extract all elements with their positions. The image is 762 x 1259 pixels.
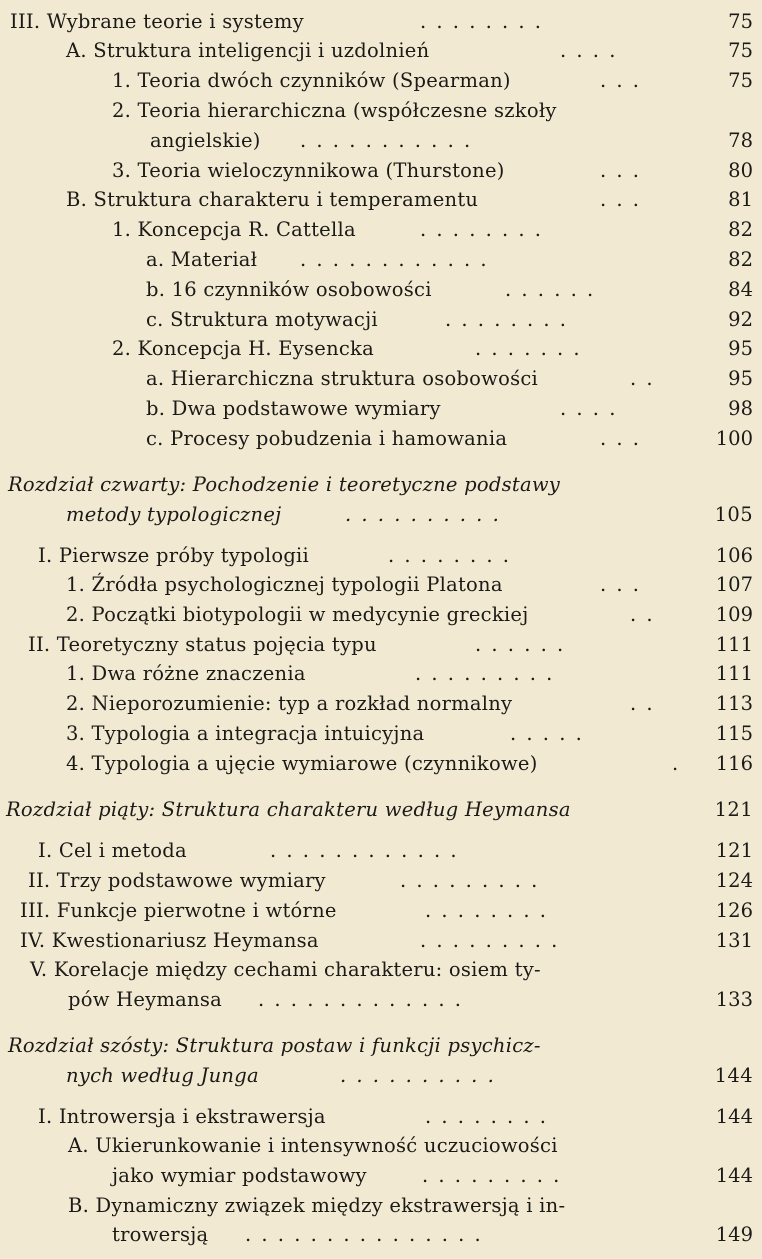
toc-entry: I. Cel i metoda . . . . . . . . . . . . 121 xyxy=(38,839,753,862)
toc-entry: 2. Teoria hierarchiczna (współczesne szkoły xyxy=(112,99,557,122)
toc-entry: b. 16 czynników osobowości . . . . . . 84 xyxy=(146,278,753,301)
toc-entry: I. Introwersja i ekstrawersja . . . . . . . . 144 xyxy=(38,1105,753,1128)
toc-entry: V. Korelacje między cechami charakteru: osiem ty- xyxy=(30,958,541,981)
chapter-heading: metody typologicznej . . . . . . . . . . 105 xyxy=(66,503,753,526)
toc-entry: 4. Typologia a ujęcie wymiarowe (czynnikowe) . 116 xyxy=(66,752,753,775)
toc-entry: 2. Nieporozumienie: typ a rozkład normalny . . 113 xyxy=(66,692,753,715)
toc-entry: 3. Typologia a integracja intuicyjna . . . . . 115 xyxy=(66,722,753,745)
toc-entry: IV. Kwestionariusz Heymansa . . . . . . . . . 131 xyxy=(20,929,753,952)
toc-entry: B. Dynamiczny związek między ekstrawersją i in- xyxy=(68,1194,566,1217)
toc-entry: pów Heymansa . . . . . . . . . . . . . 133 xyxy=(68,988,753,1011)
toc-entry: trowersją . . . . . . . . . . . . . . . 149 xyxy=(112,1223,753,1246)
toc-entry: 2. Koncepcja H. Eysencka . . . . . . . 95 xyxy=(112,337,753,360)
toc-entry: II. Trzy podstawowe wymiary . . . . . . . . . 124 xyxy=(28,869,753,892)
toc-entry: a. Materiał . . . . . . . . . . . . 82 xyxy=(146,248,753,271)
chapter-heading: Rozdział piąty: Struktura charakteru według Heymansa 121 xyxy=(6,798,753,821)
toc-entry: I. Pierwsze próby typologii . . . . . . . . 106 xyxy=(38,544,753,567)
chapter-heading: Rozdział czwarty: Pochodzenie i teoretyczne podstawy xyxy=(8,473,561,496)
toc-entry: III. Wybrane teorie i systemy . . . . . . . . 75 xyxy=(10,10,753,33)
toc-entry: 1. Teoria dwóch czynników (Spearman) . . . 75 xyxy=(112,69,753,92)
toc-entry: b. Dwa podstawowe wymiary . . . . 98 xyxy=(146,397,753,420)
toc-entry: 1. Koncepcja R. Cattella . . . . . . . . 82 xyxy=(112,218,753,241)
toc-entry: c. Procesy pobudzenia i hamowania . . . 100 xyxy=(146,427,753,450)
toc-entry: A. Struktura inteligencji i uzdolnień . . . . 75 xyxy=(66,39,753,62)
toc-entry: III. Funkcje pierwotne i wtórne . . . . . . . . 126 xyxy=(20,899,753,922)
toc-entry: 3. Teoria wieloczynnikowa (Thurstone) . . . 80 xyxy=(112,159,753,182)
toc-entry: c. Struktura motywacji . . . . . . . . 92 xyxy=(146,308,753,331)
toc-entry: jako wymiar podstawowy . . . . . . . . . 144 xyxy=(112,1164,753,1187)
chapter-heading: Rozdział szósty: Struktura postaw i funkcji psychicz- xyxy=(8,1034,541,1057)
toc-entry: A. Ukierunkowanie i intensywność uczuciowości xyxy=(68,1134,558,1157)
chapter-heading: nych według Junga . . . . . . . . . . 144 xyxy=(66,1064,753,1087)
toc-entry: a. Hierarchiczna struktura osobowości . . 95 xyxy=(146,367,753,390)
toc-entry: 1. Dwa różne znaczenia . . . . . . . . . 111 xyxy=(66,662,753,685)
toc-entry: 2. Początki biotypologii w medycynie greckiej . . 109 xyxy=(66,603,753,626)
toc-entry: B. Struktura charakteru i temperamentu . . . 81 xyxy=(66,188,753,211)
toc-entry: angielskie) . . . . . . . . . . . 78 xyxy=(150,129,753,152)
toc-entry: II. Teoretyczny status pojęcia typu . . . . . . 111 xyxy=(28,633,753,656)
toc-entry: 1. Źródła psychologicznej typologii Platona . . . 107 xyxy=(66,573,753,596)
